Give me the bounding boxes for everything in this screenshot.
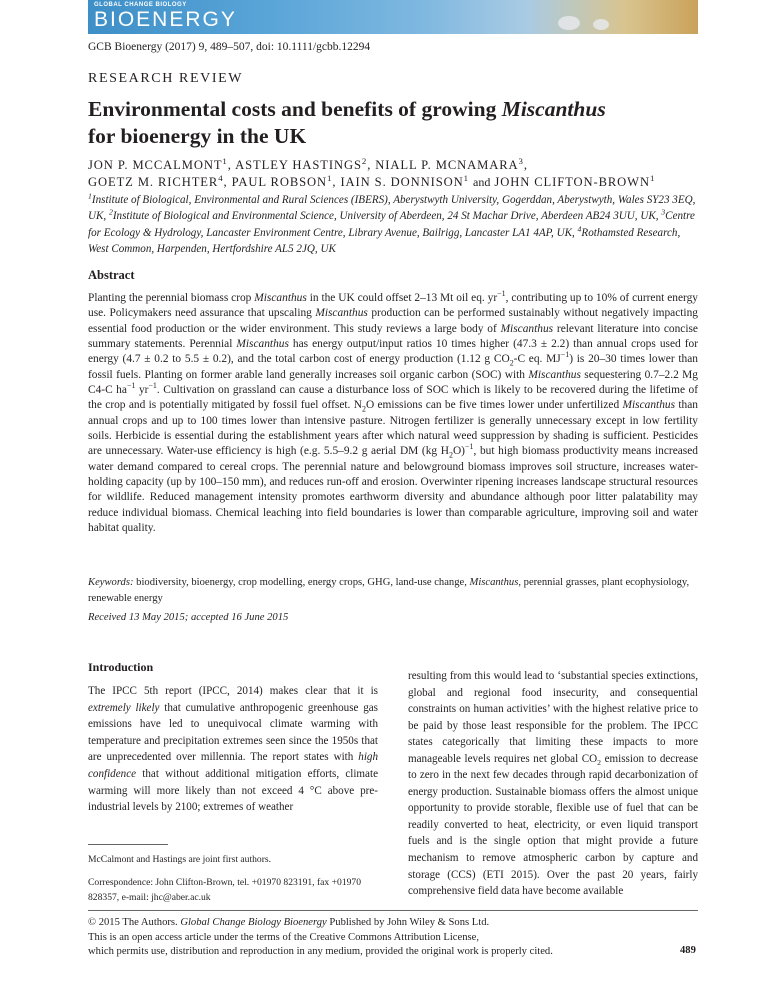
citation: GCB Bioenergy (2017) 9, 489–507, doi: 10.1111/gcbb.12294 bbox=[88, 41, 371, 53]
affiliations: $^1$Institute of Biological, Environmental and Rural Sciences (IBERS), Aberystwyth University, Gogerddan, Aberystwyth, Wales SY23 3EQ, UK, $^2$Institute of Biological and Environmental Science, University of Aberdeen, 24 St Machar Drive, Aberdeen AB24 3UU, UK, $^3$Centre for Ecology & Hydrology, Lancaster Environment Centre, Library Avenue, Bailrigg, Lancaster LA1 4AP, UK, $^4$Rothamsted Research, West Common, Harpenden, Hertfordshire AL5 2JQ, UK bbox=[88, 191, 696, 256]
article-title: Environmental costs and benefits of growing Miscanthus for bioenergy in the UK bbox=[88, 97, 606, 148]
author: GOETZ M. RICHTER bbox=[88, 175, 219, 189]
journal-banner bbox=[88, 0, 698, 34]
abstract-heading: Abstract bbox=[88, 268, 135, 282]
hay-bale-icon bbox=[558, 16, 580, 30]
introduction-heading: Introduction bbox=[88, 660, 154, 674]
introduction-column-2: resulting from this would lead to ‘substantial species extinctions, global and regional food insecurity, and consequential constraints on human activities’ with the highest relative price to be paid by those least responsible for the problem. The IPCC states categorically that limiting these impacts to more manageable levels requires net global $CO_2$ emission to decrease to zero in the next few decades through rapid decarbonization of energy production. Sustainable biomass offers the almost unique opportunity to provide storable, flexible use of fuel that can be readily converted to heat, electricity, or even liquid transport fuels and is the single option that might provide a future mechanism to remove atmospheric carbon by capture and storage (CCS) (ETI 2015). Over the past 20 years, fairly comprehensive field data have become available bbox=[408, 670, 699, 898]
section-label: RESEARCH REVIEW bbox=[88, 71, 244, 86]
author: NIALL P. MCNAMARA bbox=[375, 158, 519, 172]
abstract-text: Planting the perennial biomass crop Miscanthus in the UK could offset 2–13 Mt oil eq. $yr^{-1}$, contributing up to 10% of current energy use. Policymakers need assurance that upscaling Miscanthus production can be performed sustainably without negatively impacting essential food production or the wider environment. This study reviews a large body of Miscanthus relevant literature into concise summary statements. Perennial Miscanthus has energy output/input ratios 10 times higher (47.3 ± 2.2) than annual crops used for energy (4.7 ± 0.2 to 5.5 ± 0.2), and the total carbon cost of energy production (1.12 g $CO_2-C$ eq. $MJ^{-1}$) is 20–30 times lower than fossil fuels. Planting on former arable land generally increases soil organic carbon (SOC) with Miscanthus sequestering 0.7–2.2 Mg C4-C $ha^{-1}$ $yr^{-1}$. Cultivation on grassland can cause a disturbance loss of SOC which is likely to be recovered during the lifetime of the crop and is potentially mitigated by fossil fuel offset. $N_2O$ emissions can be five times lower under unfertilized Miscanthus than annual crops and up to 100 times lower than intensive pasture. Nitrogen fertilizer is generally unnecessary except in low fertility soils. Herbicide is essential during the establishment years after which natural weed suppression by shading is sufficient. Pesticides are unnecessary. Water-use efficiency is high (e.g. 5.5–9.2 g aerial DM (kg $H_2O)^{-1}$, but high biomass productivity means increased water demand compared to cereal crops. The perennial nature and belowground biomass improves soil structure, increases water-holding capacity (up by 100–150 mm), and reduces run-off and erosion. Overwinter ripening increases landscape structural resources for wildlife. Reduced management intensity promotes earthworm diversity and abundance although poor litter palatability may reduce individual biomass. Chemical leaching into field boundaries is lower than comparable agriculture, improving soil and water habitat quality. bbox=[88, 289, 698, 535]
keywords: Keywords: biodiversity, bioenergy, crop modelling, energy crops, GHG, land-use change, Miscanthus, perennial grasses, plant ecophysiology, renewable energy bbox=[88, 577, 690, 604]
correspondence-note: Correspondence: John Clifton-Brown, tel. +01970 823191, fax +01970 828357, e-mail: jhc@aber.ac.uk bbox=[88, 876, 362, 903]
joint-authors-note: McCalmont and Hastings are joint first authors. bbox=[88, 854, 272, 865]
author-list: JON P. MCCALMONT$^1$, ASTLEY HASTINGS$^2$, NIALL P. MCNAMARA$^3$, GOETZ M. RICHTER$^4$, PAUL ROBSON$^1$, IAIN S. DONNISON$^1$ and JOHN CLIFTON-BROWN$^1$ bbox=[88, 155, 656, 189]
footer-divider bbox=[88, 910, 698, 911]
banner-subtitle: GLOBAL CHANGE BIOLOGY bbox=[94, 2, 187, 8]
footnote-divider bbox=[88, 844, 168, 845]
hay-bale-icon bbox=[593, 19, 609, 30]
received-dates: Received 13 May 2015; accepted 16 June 2015 bbox=[88, 612, 289, 623]
copyright-notice: © 2015 The Authors. Global Change Biology Bioenergy Published by John Wiley & Sons Ltd. This is an open access article under the terms of the Creative Commons Attribution License, which permits use, distribution and reproduction in any medium, provided the original work is properly cited. bbox=[88, 917, 553, 958]
author: JOHN CLIFTON-BROWN bbox=[494, 175, 650, 189]
introduction-column-1: The IPCC 5th report (IPCC, 2014) makes clear that it is extremely likely that cumulative anthropogenic greenhouse gas emissions have led to unequivocal climate warming with temperature and precipitation extremes seen since the 1950s that are unprecedented over millennia. The report states with high confidence that without additional mitigation efforts, climate warming will more likely than not exceed 4 °C above pre-industrial levels by 2100; extremes of weather bbox=[88, 685, 378, 814]
banner-title: BIOENERGY bbox=[94, 8, 237, 31]
footnotes bbox=[88, 853, 378, 913]
author: JON P. MCCALMONT bbox=[88, 158, 223, 172]
page-number: 489 bbox=[680, 945, 696, 956]
author: IAIN S. DONNISON bbox=[340, 175, 464, 189]
author: PAUL ROBSON bbox=[231, 175, 328, 189]
author: ASTLEY HASTINGS bbox=[235, 158, 362, 172]
